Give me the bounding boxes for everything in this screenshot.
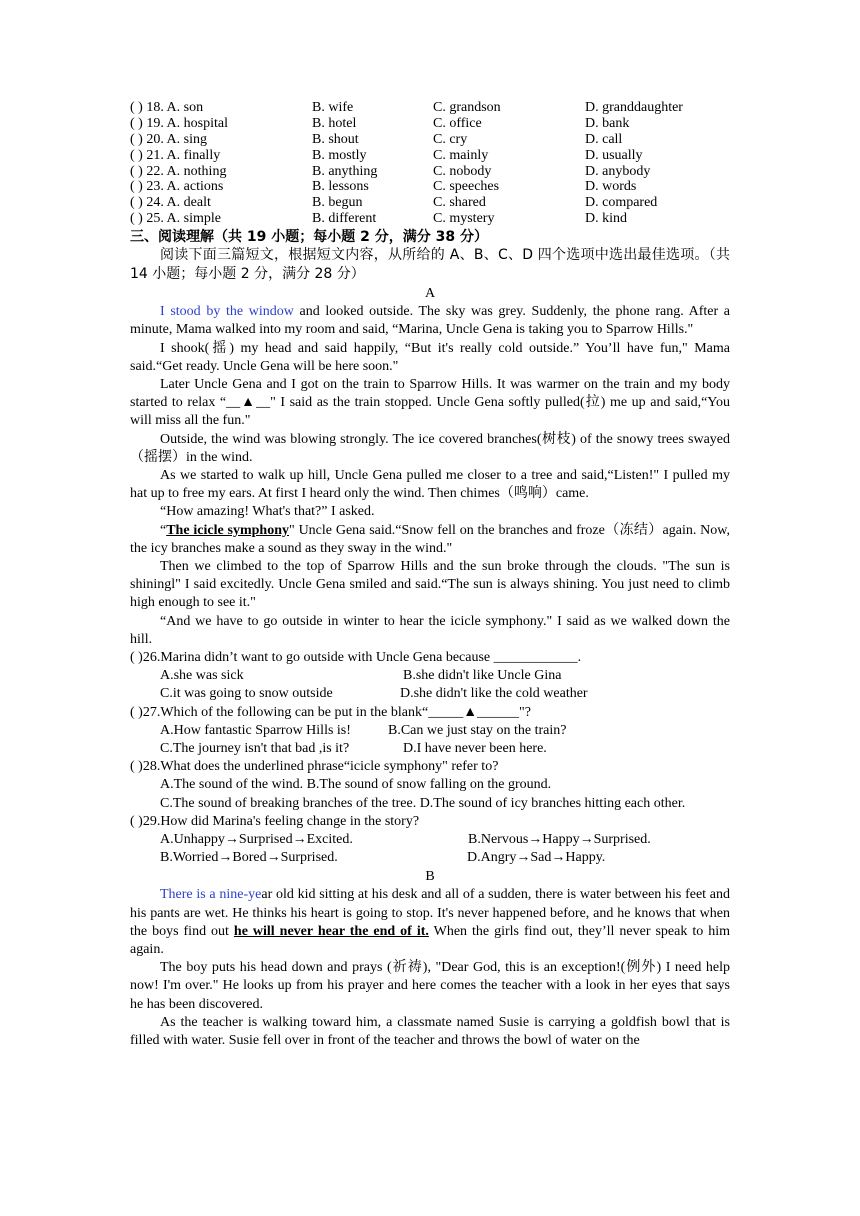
option-row [130,100,730,116]
passage-a-paragraph: Outside, the wind was blowing strongly. The ice covered branches(树枝) of the snowy trees swayed（摇摆）in the wind. [130,431,730,465]
option-b: B. mostly [312,147,367,163]
option-d: D. kind [585,211,627,227]
option-row [130,148,730,164]
option-num: ( ) 24. A. dealt [130,195,211,211]
underlined-phrase: he will never hear the end of it. [233,923,429,939]
option-num: ( ) 20. A. sing [130,131,207,147]
option-d: D. words [585,179,637,195]
question-27: ( )27.Which of the following can be put in the blank“_____▲______"? [130,704,531,720]
option-b: B. different [312,211,377,227]
question-27-options: A.How fantastic Sparrow Hills is! B.Can we just stay on the train? [160,722,567,738]
option-c: C. grandson [433,100,501,115]
question-27-options: C.The journey isn't that bad ,is it? D.I have never been here. [160,741,547,756]
question-29-options: B.Worried→Bored→Surprised. D.Angry→Sad→Happy. [160,850,606,866]
option-c: C. mystery [433,211,495,227]
passage-a-paragraph: “And we have to go outside in winter to hear the icicle symphony." I said as we walked down the hill. [130,613,730,647]
option-num: ( ) 18. A. son [130,100,204,115]
option-b: B. lessons [312,179,369,195]
option-num: ( ) 21. A. finally [130,147,221,163]
underlined-phrase: The icicle symphony [166,522,290,538]
option-d: D. anybody [585,163,651,179]
option-b: B. wife [312,100,354,115]
question-28: ( )28.What does the underlined phrase“icicle symphony" refer to? [130,759,499,775]
vocab-options [130,100,730,227]
option-row [130,132,730,148]
option-c: C. nobody [433,163,492,179]
question-29-options: A.Unhappy→Surprised→Excited. B.Nervous→Happy→Surprised. [160,832,651,848]
option-num: ( ) 19. A. hospital [130,115,228,131]
option-b: B. shout [312,131,359,147]
question-28-options: C.The sound of breaking branches of the tree. D.The sound of icy branches hitting each other. [160,795,686,811]
highlighted-text: There is a nine-ye [160,887,262,903]
option-d: D. granddaughter [585,100,683,115]
question-26-options: C.it was going to snow outside D.she didn't like the cold weather [160,686,588,702]
passage-a-paragraph: I shook(摇) my head and said happily, “But it's really cold outside.” You’ll have fun," Mama said.“Get ready. Uncle Gena will be here soon." [130,340,730,374]
option-num: ( ) 25. A. simple [130,211,221,227]
option-num: ( ) 22. A. nothing [130,163,227,179]
passage-a-paragraph: Later Uncle Gena and I got on the train to Sparrow Hills. It was warmer on the train and my body started to relax “__▲__" I said as the train stopped. Uncle Gena softly pulled(拉) me up and said,“You will miss all the fun." [130,376,730,429]
option-row [130,211,730,227]
passage-a-paragraph: “The icicle symphony" Uncle Gena said.“Snow fell on the branches and froze（冻结）again. Now, the icy branches make a sound as they sway in the wind." [130,522,730,556]
passage-a-paragraph: As we started to walk up hill, Uncle Gena pulled me closer to a tree and said,“Listen!" I pulled my hat up to free my ears. At first I heard only the wind. Then chimes（鸣响）came. [130,467,730,502]
option-row [130,195,730,211]
passage-b-paragraph: As the teacher is walking toward him, a classmate named Susie is carrying a goldfish bowl that is filled with water. Susie fell over in front of the teacher and throws the bowl of water on the [130,1014,730,1049]
option-d: D. usually [585,147,643,163]
option-c: C. speeches [433,179,500,195]
option-b: B. hotel [312,115,357,131]
option-c: C. mainly [433,147,489,163]
option-row [130,164,730,180]
question-26-options: A.she was sick B.she didn't like Uncle Gina [160,668,562,684]
question-29: ( )29.How did Marina's feeling change in the story? [130,813,420,829]
option-c: C. shared [433,195,486,211]
question-26: ( )26.Marina didn’t want to go outside with Uncle Gena because ____________. [130,649,582,665]
passage-a-paragraph: Then we climbed to the top of Sparrow Hills and the sun broke through the clouds. "The sun is shiningl" I said excitedly. Uncle Gena smiled and said.“The sun is always shining. You just need to climb high enough to see it." [130,558,730,611]
exam-page [130,100,730,1050]
option-b: B. begun [312,195,363,211]
section-heading: 三、阅读理解（共 19 小题；每小题 2 分，满分 38 分） [130,229,488,246]
option-c: C. office [433,115,482,131]
option-row [130,116,730,132]
passage-b-label: B [425,869,435,885]
passage-a-paragraph: “How amazing! What's that?” I asked. [160,504,375,520]
option-d: D. call [585,131,623,147]
passage-a-label: A [424,286,436,302]
option-b: B. anything [312,163,378,179]
instructions: 阅读下面三篇短文，根据短文内容，从所给的 A、B、C、D 四个选项中选出最佳选项。（共 14 小题；每小题 2 分，满分 28 分） [130,247,730,283]
option-num: ( ) 23. A. actions [130,179,224,195]
option-d: D. bank [585,115,630,131]
option-d: D. compared [585,195,658,211]
option-row [130,179,730,195]
highlighted-text: I stood by the window [160,304,294,320]
passage-b-paragraph: The boy puts his head down and prays (祈祷), "Dear God, this is an exception!(例外) I need help now! I'm over." He looks up from his prayer and here comes the teacher with a look in her eyes that says he has been discovered. [130,960,730,1012]
option-c: C. cry [433,131,468,147]
question-28-options: A.The sound of the wind. B.The sound of snow falling on the ground. [160,777,552,793]
passage-b-paragraph: There is a nine-year old kid sitting at his desk and all of a sudden, there is water between his feet and his pants are wet. He thinks his heart is going to stop. It's never happened before, and he knows that when the boys find out he will never hear the end of it. When the girls find out, they’ll never speak to him again. [130,887,730,958]
passage-a-paragraph: I stood by the window and looked outside. The sky was grey. Suddenly, the phone rang. After a minute, Mama walked into my room and said, “Marina, Uncle Gena is taking you to Sparrow Hills." [130,304,730,338]
